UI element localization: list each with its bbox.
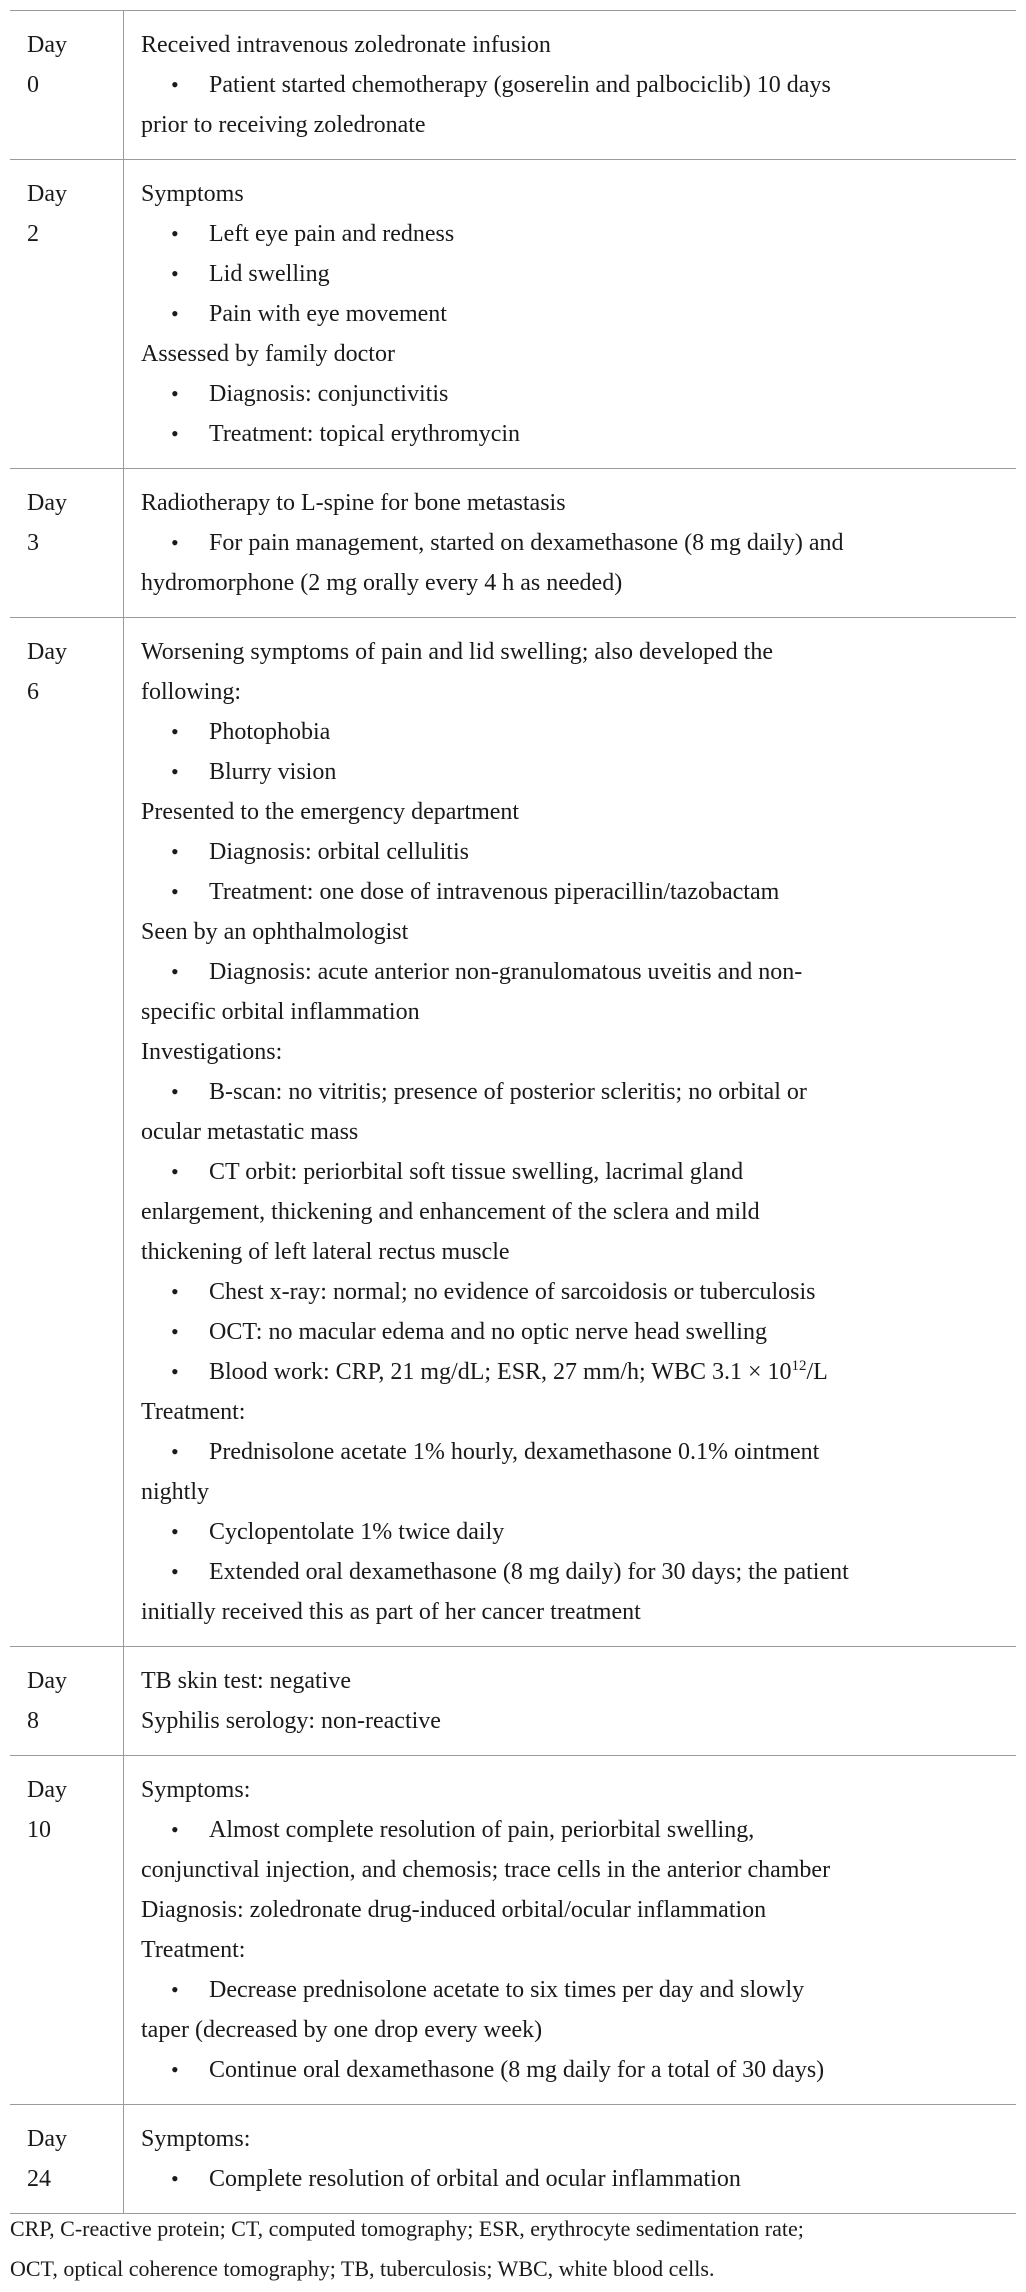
section-text	[141, 1032, 1000, 1072]
bullet-item	[141, 872, 1000, 912]
bullet-icon: •	[171, 1359, 179, 1384]
line-text: Chest x-ray: normal; no evidence of sarcoidosis or tuberculosis	[209, 1279, 816, 1305]
event-details-cell	[124, 1756, 1017, 2105]
line-text: Left eye pain and redness	[209, 221, 455, 247]
timeline-row	[10, 2105, 1016, 2214]
continuation-text: initially received this as part of her cancer treatment	[141, 1599, 641, 1625]
bullet-icon: •	[171, 719, 179, 744]
bullet-icon: •	[171, 72, 179, 97]
line-text: Presented to the emergency department	[141, 799, 520, 825]
bullet-icon: •	[171, 2057, 179, 2082]
line-text: Treatment: topical erythromycin	[209, 421, 521, 447]
day-cell	[10, 2105, 124, 2214]
bullet-icon: •	[171, 1817, 179, 1842]
superscript-exponent: 12	[791, 1358, 807, 1374]
bullet-item	[141, 254, 1000, 294]
timeline-row	[10, 618, 1016, 1647]
day-label: Day	[27, 1668, 67, 1694]
day-number: 6	[27, 679, 39, 705]
line-text: Continue oral dexamethasone (8 mg daily for a total of 30 days)	[209, 2057, 825, 2083]
line-text: Pain with eye movement	[209, 301, 447, 327]
line-text: Blood work: CRP, 21 mg/dL; ESR, 27 mm/h; WBC 3.1 × 10	[209, 1359, 792, 1385]
bullet-icon: •	[171, 839, 179, 864]
bullet-icon: •	[171, 1079, 179, 1104]
bullet-icon: •	[171, 530, 179, 555]
timeline-body	[10, 11, 1016, 2214]
line-text: Symptoms:	[141, 1777, 251, 1803]
section-text	[141, 1701, 1000, 1741]
section-text	[141, 912, 1000, 952]
bullet-icon: •	[171, 759, 179, 784]
continuation-text: taper (decreased by one drop every week)	[141, 2017, 543, 2043]
bullet-item	[141, 2050, 1000, 2090]
continuation-text: enlargement, thickening and enhancement of the sclera and mild	[141, 1199, 760, 1225]
line-text: Diagnosis: orbital cellulitis	[209, 839, 469, 865]
timeline-table	[10, 10, 1016, 2214]
bullet-item	[141, 2159, 1000, 2199]
line-text: Worsening symptoms of pain and lid swelling; also developed the	[141, 639, 773, 665]
line-text: Symptoms:	[141, 2126, 251, 2152]
timeline-row	[10, 160, 1016, 469]
continuation-text: specific orbital inflammation	[141, 999, 420, 1025]
day-label: Day	[27, 32, 67, 58]
line-text: TB skin test: negative	[141, 1668, 351, 1694]
section-text	[141, 483, 1000, 523]
event-details-cell	[124, 618, 1017, 1647]
bullet-item	[141, 1152, 1000, 1192]
bullet-icon: •	[171, 1319, 179, 1344]
line-text: Diagnosis: acute anterior non-granulomatous uveitis and non-	[209, 959, 803, 985]
line-text: Syphilis serology: non-reactive	[141, 1708, 441, 1734]
section-text	[141, 1930, 1000, 1970]
line-text: Cyclopentolate 1% twice daily	[209, 1519, 505, 1545]
line-text: Treatment:	[141, 1937, 246, 1963]
day-number: 8	[27, 1708, 39, 1734]
line-text: Photophobia	[209, 719, 331, 745]
bullet-item	[141, 832, 1000, 872]
day-cell	[10, 1647, 124, 1756]
day-label: Day	[27, 1777, 67, 1803]
day-cell	[10, 11, 124, 160]
event-details-cell	[124, 1647, 1017, 1756]
bullet-icon: •	[171, 261, 179, 286]
section-text	[141, 25, 1000, 65]
line-text: Prednisolone acetate 1% hourly, dexamethasone 0.1% ointment	[209, 1439, 820, 1465]
line-text: Complete resolution of orbital and ocular inflammation	[209, 2166, 741, 2192]
line-text: Assessed by family doctor	[141, 341, 395, 367]
bullet-icon: •	[171, 1977, 179, 2002]
day-number: 24	[27, 2166, 51, 2192]
day-label: Day	[27, 639, 67, 665]
bullet-icon: •	[171, 301, 179, 326]
bullet-icon: •	[171, 1159, 179, 1184]
line-text: Patient started chemotherapy (goserelin and palbociclib) 10 days	[209, 72, 831, 98]
bullet-item	[141, 1552, 1000, 1592]
line-text: Received intravenous zoledronate infusion	[141, 32, 551, 58]
bullet-item	[141, 214, 1000, 254]
continuation-text: thickening of left lateral rectus muscle	[141, 1239, 510, 1265]
section-text	[141, 174, 1000, 214]
footnote-line-2: OCT, optical coherence tomography; TB, tuberculosis; WBC, white blood cells.	[10, 2256, 715, 2281]
continuation-text: nightly	[141, 1479, 210, 1505]
day-number: 3	[27, 530, 39, 556]
bullet-icon: •	[171, 381, 179, 406]
section-text	[141, 1770, 1000, 1810]
line-text: Diagnosis: conjunctivitis	[209, 381, 449, 407]
timeline-row	[10, 11, 1016, 160]
bullet-item	[141, 752, 1000, 792]
day-label: Day	[27, 490, 67, 516]
bullet-item	[141, 952, 1000, 992]
bullet-icon: •	[171, 959, 179, 984]
line-text: Treatment:	[141, 1399, 246, 1425]
line-text: Radiotherapy to L-spine for bone metastasis	[141, 490, 566, 516]
timeline-row	[10, 1756, 1016, 2105]
line-text: Extended oral dexamethasone (8 mg daily) for 30 days; the patient	[209, 1559, 849, 1585]
footnote-line-1: CRP, C-reactive protein; CT, computed tomography; ESR, erythrocyte sedimentation rate;	[10, 2216, 804, 2241]
line-text: OCT: no macular edema and no optic nerve head swelling	[209, 1319, 767, 1345]
timeline-row	[10, 469, 1016, 618]
bullet-icon: •	[171, 1279, 179, 1304]
line-text: Almost complete resolution of pain, periorbital swelling,	[209, 1817, 755, 1843]
bullet-icon: •	[171, 221, 179, 246]
event-details-cell	[124, 11, 1017, 160]
bullet-item	[141, 1312, 1000, 1352]
timeline-row	[10, 1647, 1016, 1756]
line-text: Investigations:	[141, 1039, 283, 1065]
section-text	[141, 792, 1000, 832]
bullet-item	[141, 1072, 1000, 1112]
line-text: Blurry vision	[209, 759, 337, 785]
continuation-text: following:	[141, 679, 241, 705]
continuation-text: ocular metastatic mass	[141, 1119, 359, 1145]
continuation-text: hydromorphone (2 mg orally every 4 h as needed)	[141, 570, 623, 596]
section-text	[141, 1661, 1000, 1701]
bullet-item	[141, 374, 1000, 414]
bullet-item	[141, 1810, 1000, 1850]
bullet-icon: •	[171, 1559, 179, 1584]
bullet-icon: •	[171, 1439, 179, 1464]
continuation-text: conjunctival injection, and chemosis; trace cells in the anterior chamber	[141, 1857, 831, 1883]
section-text	[141, 1890, 1000, 1930]
day-label: Day	[27, 181, 67, 207]
line-text: Diagnosis: zoledronate drug-induced orbital/ocular inflammation	[141, 1897, 767, 1923]
section-text	[141, 1392, 1000, 1432]
bullet-icon: •	[171, 2166, 179, 2191]
bullet-item	[141, 1272, 1000, 1312]
table-footnote	[10, 2212, 1016, 2292]
bullet-icon: •	[171, 1519, 179, 1544]
line-text: B-scan: no vitritis; presence of posterior scleritis; no orbital or	[209, 1079, 807, 1105]
bullet-item	[141, 1970, 1000, 2010]
event-details-cell	[124, 160, 1017, 469]
line-text: Decrease prednisolone acetate to six times per day and slowly	[209, 1977, 805, 2003]
event-details-cell	[124, 469, 1017, 618]
bullet-item	[141, 1512, 1000, 1552]
event-details-cell	[124, 2105, 1017, 2214]
section-text	[141, 2119, 1000, 2159]
day-cell	[10, 618, 124, 1647]
day-number: 10	[27, 1817, 51, 1843]
day-cell	[10, 1756, 124, 2105]
unit-text: /L	[806, 1359, 828, 1385]
day-cell	[10, 160, 124, 469]
bullet-icon: •	[171, 879, 179, 904]
line-text: Seen by an ophthalmologist	[141, 919, 409, 945]
bullet-item	[141, 523, 1000, 563]
line-text: Symptoms	[141, 181, 244, 207]
day-label: Day	[27, 2126, 67, 2152]
line-text: CT orbit: periorbital soft tissue swelling, lacrimal gland	[209, 1159, 744, 1185]
bullet-icon: •	[171, 421, 179, 446]
bullet-item	[141, 414, 1000, 454]
bullet-item	[141, 65, 1000, 105]
day-cell	[10, 469, 124, 618]
day-number: 2	[27, 221, 39, 247]
section-text	[141, 632, 1000, 672]
bullet-item	[141, 1432, 1000, 1472]
bullet-item	[141, 294, 1000, 334]
line-text: For pain management, started on dexamethasone (8 mg daily) and	[209, 530, 844, 556]
day-number: 0	[27, 72, 39, 98]
continuation-text: prior to receiving zoledronate	[141, 112, 426, 138]
line-text: Treatment: one dose of intravenous piperacillin/tazobactam	[209, 879, 780, 905]
section-text	[141, 334, 1000, 374]
bullet-item	[141, 712, 1000, 752]
line-text: Lid swelling	[209, 261, 330, 287]
bullet-item	[141, 1352, 1000, 1392]
